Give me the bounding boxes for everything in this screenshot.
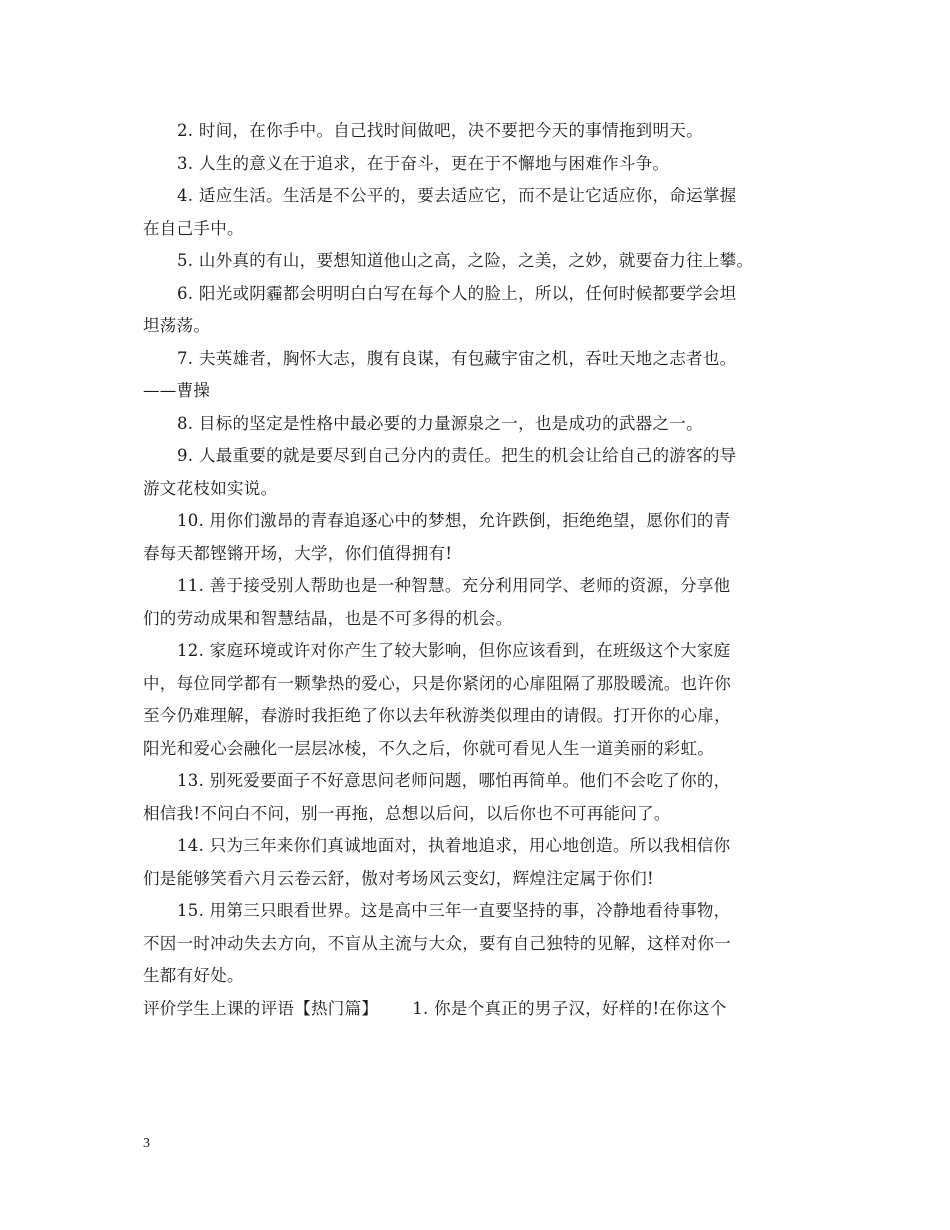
text-line: 14. 只为三年来你们真诚地面对，执着地追求，用心地创造。所以我相信你 [177, 836, 731, 855]
text-line: ——曹操 [143, 381, 211, 400]
text-line: 10. 用你们激昂的青春追逐心中的梦想，允许跌倒，拒绝绝望，愿你们的青 [177, 511, 731, 530]
text-line: 春每天都铿锵开场，大学，你们值得拥有! [143, 543, 453, 563]
list-item [143, 278, 811, 343]
text-line: 13. 别死爱要面子不好意思问老师问题，哪怕再简单。他们不会吃了你的， [177, 771, 731, 790]
document-body [143, 115, 811, 1025]
text-line: 2. 时间，在你手中。自己找时间做吧，决不要把今天的事情拖到明天。 [177, 121, 703, 140]
list-item [143, 440, 811, 505]
first-item-text: 1. 你是个真正的男子汉，好样的!在你这个 [412, 998, 727, 1018]
list-item [143, 635, 811, 765]
list-item [143, 765, 811, 830]
text-line: 12. 家庭环境或许对你产生了较大影响，但你应该看到，在班级这个大家庭 [177, 641, 731, 660]
text-line: 5. 山外真的有山，要想知道他山之高，之险，之美，之妙，就要奋力往上攀。 [177, 251, 754, 270]
text-line: 7. 夫英雄者，胸怀大志，腹有良谋，有包藏宇宙之机，吞吐天地之志者也。 [177, 348, 737, 368]
text-line: 不因一时冲动失去方向，不盲从主流与大众，要有自己独特的见解，这样对你一 [143, 933, 731, 953]
list-item [143, 180, 811, 245]
text-line: 中，每位同学都有一颗挚热的爱心，只是你紧闭的心扉阻隔了那股暖流。也许你 [143, 673, 731, 693]
text-line: 生都有好处。 [143, 966, 244, 985]
text-line: 9. 人最重要的就是要尽到自己分内的责任。把生的机会让给自己的游客的导 [177, 446, 737, 465]
list-item [143, 245, 811, 278]
text-line: 4. 适应生活。生活是不公平的，要去适应它，而不是让它适应你，命运掌握 [177, 186, 737, 205]
list-item [143, 115, 811, 148]
text-line: 6. 阳光或阴霾都会明明白白写在每个人的脸上，所以，任何时候都要学会坦 [177, 283, 737, 303]
text-line: 们的劳动成果和智慧结晶，也是不可多得的机会。 [143, 608, 513, 628]
text-line: 11. 善于接受别人帮助也是一种智慧。充分利用同学、老师的资源，分享他 [177, 576, 731, 595]
list-item [143, 570, 811, 635]
list-item [143, 830, 811, 895]
section-heading-line [143, 993, 811, 1026]
text-line: 3. 人生的意义在于追求，在于奋斗，更在于不懈地与困难作斗争。 [177, 153, 670, 173]
text-line: 8. 目标的坚定是性格中最必要的力量源泉之一，也是成功的武器之一。 [177, 413, 703, 433]
list-item [143, 895, 811, 993]
text-line: 至今仍难理解，春游时我拒绝了你以去年秋游类似理由的请假。打开你的心扉， [143, 706, 731, 725]
text-line: 坦荡荡。 [143, 316, 211, 335]
text-line: 游文花枝如实说。 [143, 478, 278, 498]
page-number: 3 [143, 1136, 150, 1151]
text-line: 们是能够笑看六月云卷云舒，傲对考场风云变幻，辉煌注定属于你们! [143, 868, 654, 888]
text-line: 在自己手中。 [143, 218, 244, 238]
list-item [143, 343, 811, 408]
text-line: 相信我!不问白不问，别一再拖，总想以后问，以后你也不可再能问了。 [143, 803, 671, 823]
text-line: 15. 用第三只眼看世界。这是高中三年一直要坚持的事，冷静地看待事物， [177, 901, 731, 920]
list-item [143, 148, 811, 181]
section-heading: 评价学生上课的评语【热门篇】 [143, 998, 379, 1018]
list-item [143, 408, 811, 441]
text-line: 阳光和爱心会融化一层层冰棱，不久之后，你就可看见人生一道美丽的彩虹。 [143, 738, 715, 758]
list-item [143, 505, 811, 570]
